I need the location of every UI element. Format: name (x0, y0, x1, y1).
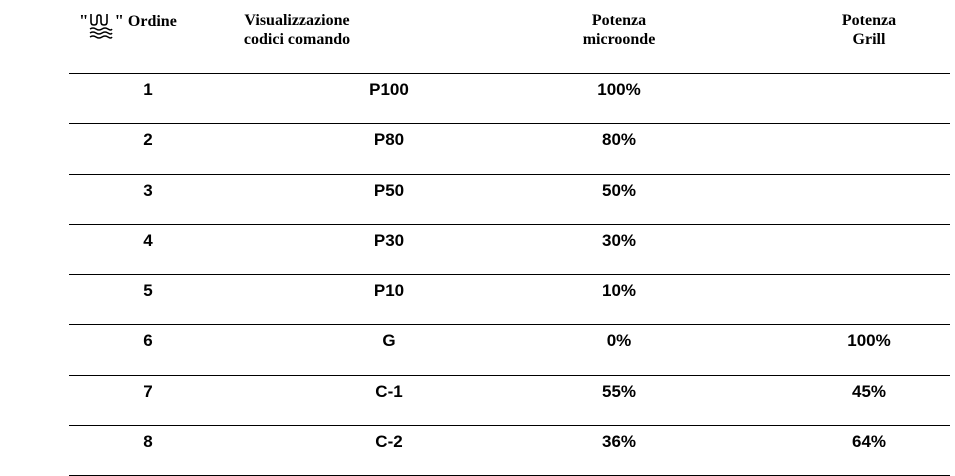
header-command-codes: Visualizzazione codici comando (243, 12, 351, 48)
cell-code: C-2 (375, 432, 403, 452)
cell-grill-power: 64% (851, 432, 887, 452)
cell-order: 6 (143, 331, 153, 351)
cell-order: 3 (143, 180, 153, 200)
header-order (69, 11, 227, 39)
cell-grill-power: 45% (851, 381, 887, 401)
cell-microwave-power: 30% (601, 230, 637, 250)
cell-order: 5 (143, 281, 153, 301)
cell-microwave-power: 100% (597, 80, 641, 99)
cell-microwave-power: 50% (601, 180, 637, 200)
table-row (69, 376, 950, 426)
cell-code: P80 (373, 130, 405, 150)
cell-grill-power: 100% (847, 331, 891, 351)
table-header (69, 0, 950, 74)
table-row (69, 124, 950, 174)
cell-microwave-power: 80% (601, 130, 637, 150)
cell-code: P50 (373, 180, 405, 200)
cell-microwave-power: 55% (601, 381, 637, 401)
microwave-grill-icon (88, 11, 114, 39)
table-row (69, 74, 950, 124)
cell-microwave-power: 36% (601, 432, 637, 452)
cell-code: C-1 (375, 381, 403, 401)
cell-microwave-power: 0% (606, 331, 632, 351)
cell-microwave-power: 10% (601, 281, 637, 301)
table-row (69, 225, 950, 275)
cell-order: 8 (143, 432, 153, 452)
cell-code: P100 (369, 80, 409, 99)
cell-code: P30 (373, 230, 405, 250)
table-row (69, 275, 950, 325)
cell-order: 7 (143, 381, 153, 401)
header-grill-power: Potenza Grill (841, 12, 897, 48)
cell-order: 1 (143, 80, 153, 99)
table-row (69, 325, 950, 375)
header-microwave-power: Potenza microonde (582, 12, 656, 48)
cell-order: 4 (143, 230, 153, 250)
cell-order: 2 (143, 130, 153, 150)
cell-code: G (382, 331, 396, 351)
power-settings-table (69, 0, 950, 476)
header-order-symbol: " " (79, 11, 124, 39)
cell-code: P10 (373, 281, 405, 301)
header-order-label: Ordine (127, 13, 177, 30)
table-row (69, 426, 950, 476)
table-row (69, 175, 950, 225)
